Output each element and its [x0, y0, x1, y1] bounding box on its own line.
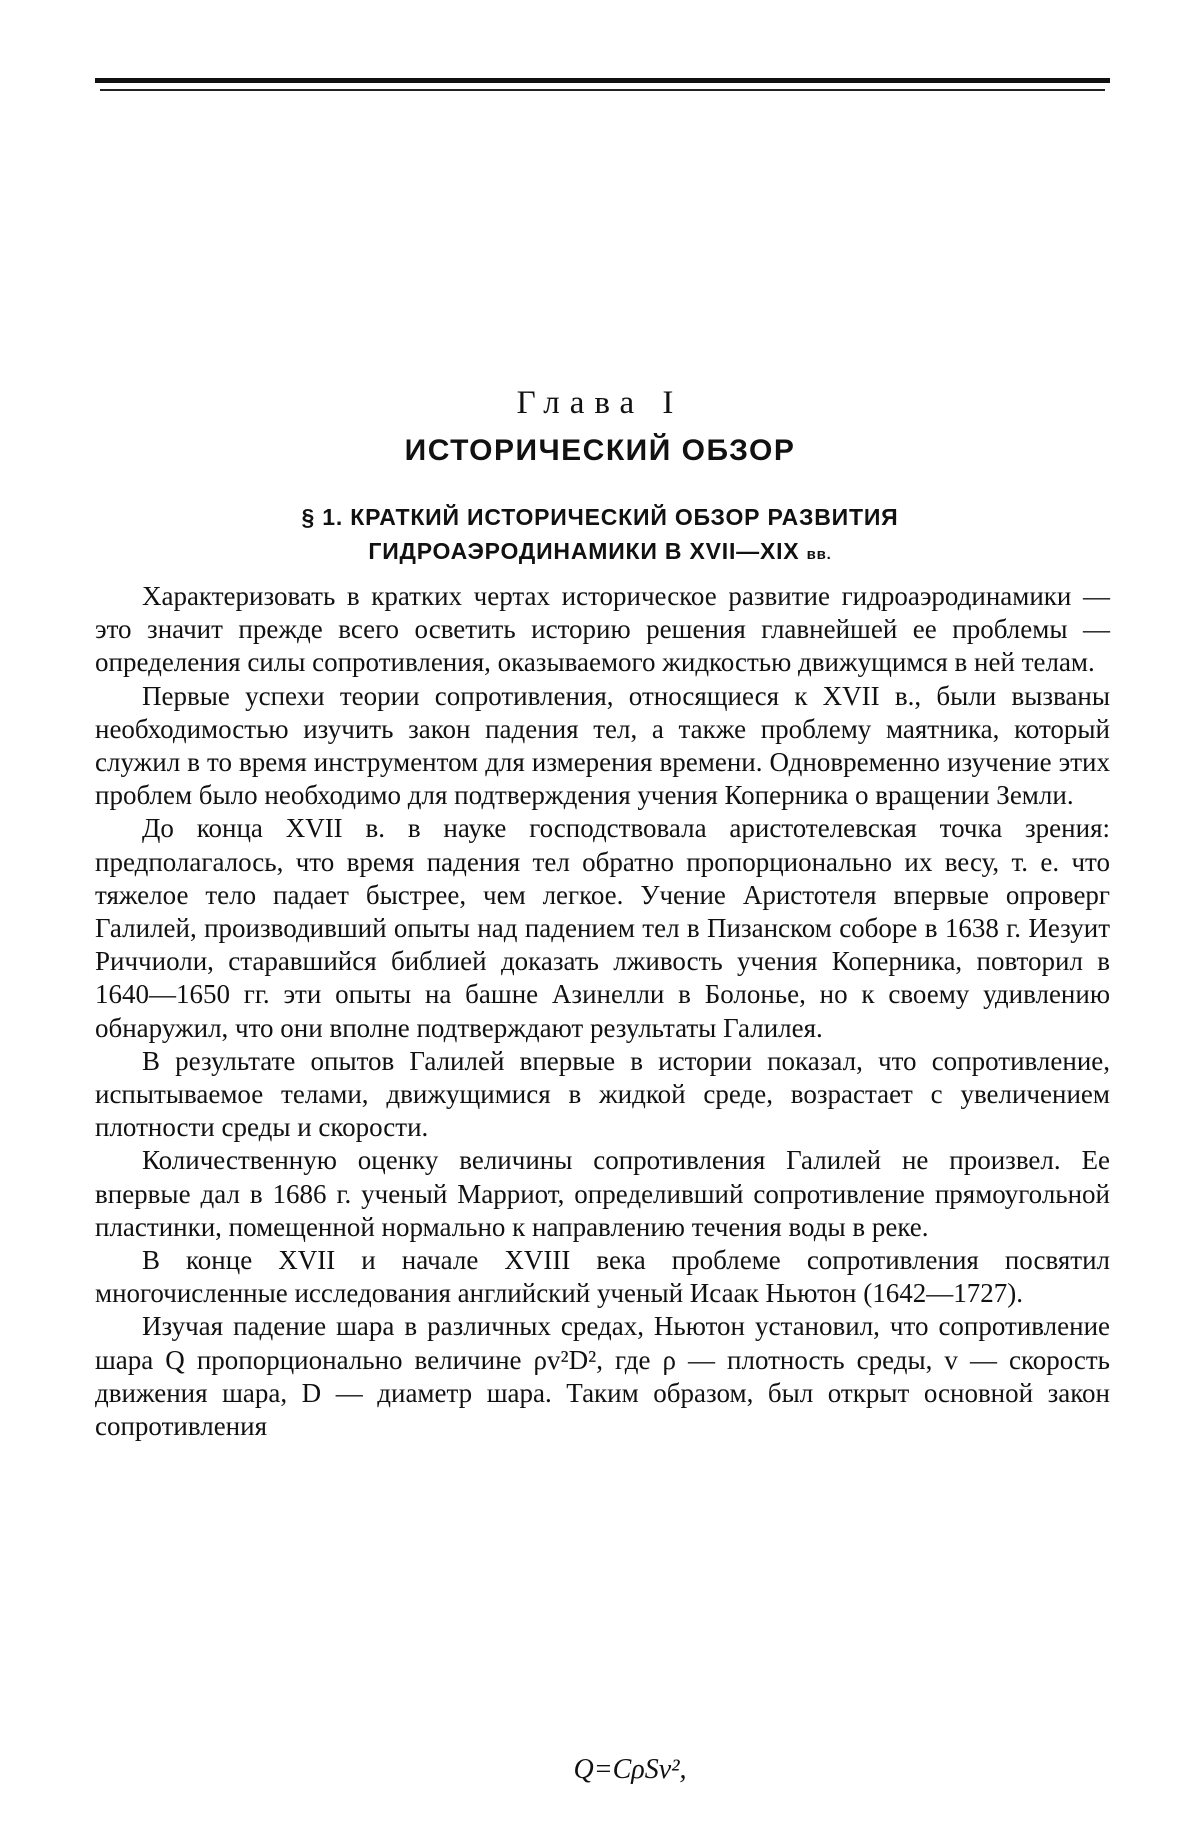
paragraph: Характеризовать в кратких чертах историческое развитие гидроаэродинамики — это значит прежде всего осветить историю решения главнейшей ее проблемы — определения силы сопротивления, оказываемого жидкостью движущимся в ней телам.: [95, 581, 1110, 678]
header-rule-thin: [100, 89, 1105, 91]
section-title-line-1: § 1. КРАТКИЙ ИСТОРИЧЕСКИЙ ОБЗОР РАЗВИТИЯ: [301, 504, 899, 530]
chapter-title: ИСТОРИЧЕСКИЙ ОБЗОР: [404, 434, 796, 467]
section-title-line-2-text: ГИДРОАЭРОДИНАМИКИ В XVII—XIX: [368, 538, 800, 564]
section-title: [0, 500, 1200, 572]
body-text: [95, 580, 1110, 1443]
formula: Q=CρSv²,: [573, 1754, 687, 1785]
paragraph: В конце XVII и начале XVIII века проблеме сопротивления посвятил многочисленные исследования английский ученый Исаак Ньютон (1642—1727).: [95, 1245, 1110, 1309]
paragraph: Первые успехи теории сопротивления, относящиеся к XVII в., были вызваны необходимостью изучить закон падения тел, а также проблему маятника, который служил в то время инструментом для измерения времени. Одновременно изучение этих проблем было необходимо для подтверждения учения Коперника о вращении Земли.: [95, 680, 1110, 811]
section-title-line-2: [0, 534, 1200, 572]
paragraph: Количественную оценку величины сопротивления Галилей не произвел. Ее впервые дал в 1686 г. ученый Марриот, определивший сопротивление прямоугольной пластинки, помещенной нормально к направлению течения воды в реке.: [95, 1145, 1110, 1242]
paragraph: До конца XVII в. в науке господствовала аристотелевская точка зрения: предполагалось, что время падения тел обратно пропорционально их весу, т. е. что тяжелое тело падает быстрее, чем легкое. Учение Аристотеля впервые опроверг Галилей, производивший опыты над падением тел в Пизанском соборе в 1638 г. Иезуит Риччиоли, старавшийся библией доказать лживость учения Коперника, повторил в 1640—1650 гг. эти опыты на башне Азинелли в Болонье, но к своему удивлению обнаружил, что они вполне подтверждают результаты Галилея.: [95, 813, 1110, 1043]
paragraph: Изучая падение шара в различных средах, Ньютон установил, что сопротивление шара Q пропорционально величине ρv²D², где ρ — плотность среды, v — скорость движения шара, D — диаметр шара. Таким образом, был открыт основной закон сопротивления: [95, 1311, 1110, 1442]
section-title-line-2-suffix: вв.: [806, 546, 832, 563]
header-rule-thick: [95, 78, 1110, 83]
paragraph: В результате опытов Галилей впервые в истории показал, что сопротивление, испытываемое телами, движущимися в жидкой среде, возрастает с увеличением плотности среды и скорости.: [95, 1045, 1110, 1143]
chapter-label: Глава I: [516, 385, 684, 421]
